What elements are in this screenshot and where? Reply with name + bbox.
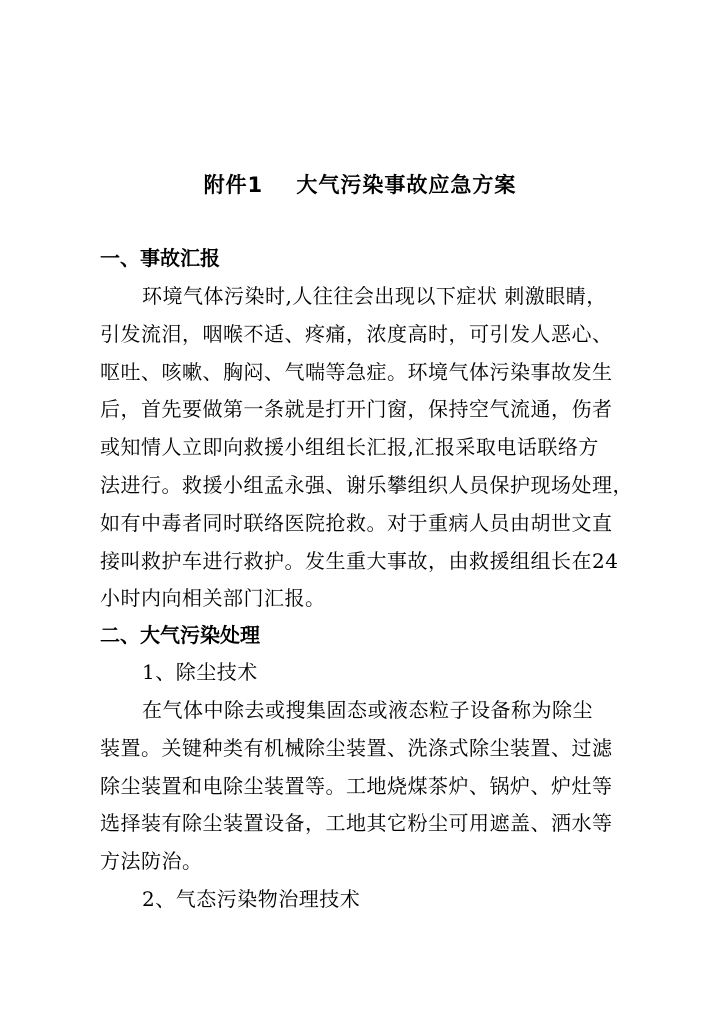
section-heading-pollution-treatment: 二、大气污染处理 (100, 623, 260, 647)
text-line: 法进行。救援小组孟永强、谢乐攀组织人员保护现场处理， (100, 472, 633, 497)
text-line: 环境气体污染时,人往往会出现以下症状 刺激眼睛， (142, 284, 607, 308)
text-line: 装置。关键种类有机械除尘装置、洗涤式除尘装置、过滤 (100, 735, 613, 760)
text-line: 呕吐、咳嗽、胸闷、气喘等急症。环境气体污染事故发生 (100, 359, 613, 384)
text-line: 除尘装置和电除尘装置等。工地烧煤茶炉、锅炉、炉灶等 (100, 773, 613, 798)
text-line: 引发流泪，咽喉不适、疼痛，浓度高时，可引发人恶心、 (100, 321, 613, 346)
subheading-gaseous-pollutant-treatment: 2、气态污染物治理技术 (142, 887, 361, 911)
text-line: 接叫救护车进行救护。发生重大事故，由救援组组长在24 (100, 548, 619, 573)
text-line: 后，首先要做第一条就是打开门窗，保持空气流通，伤者 (100, 397, 613, 422)
section-heading-incident-report: 一、事故汇报 (100, 246, 220, 270)
text-line: 选择装有除尘装置设备，工地其它粉尘可用遮盖、洒水等 (100, 811, 613, 836)
paragraph-dust-removal (100, 692, 630, 881)
subheading-dust-removal: 1、除尘技术 (142, 660, 258, 684)
text-line: 如有中毒者同时联络医院抢救。对于重病人员由胡世文直 (100, 510, 613, 535)
text-line: 方法防治。 (100, 849, 203, 874)
document-title: 附件1 大气污染事故应急方案 (203, 173, 517, 197)
text-line: 或知情人立即向救援小组组长汇报,汇报采取电话联络方 (100, 435, 599, 460)
text-line: 小时内向相关部门汇报。 (100, 586, 326, 611)
text-line: 在气体中除去或搜集固态或液态粒子设备称为除尘 (142, 698, 593, 722)
paragraph-incident-report (100, 278, 633, 618)
